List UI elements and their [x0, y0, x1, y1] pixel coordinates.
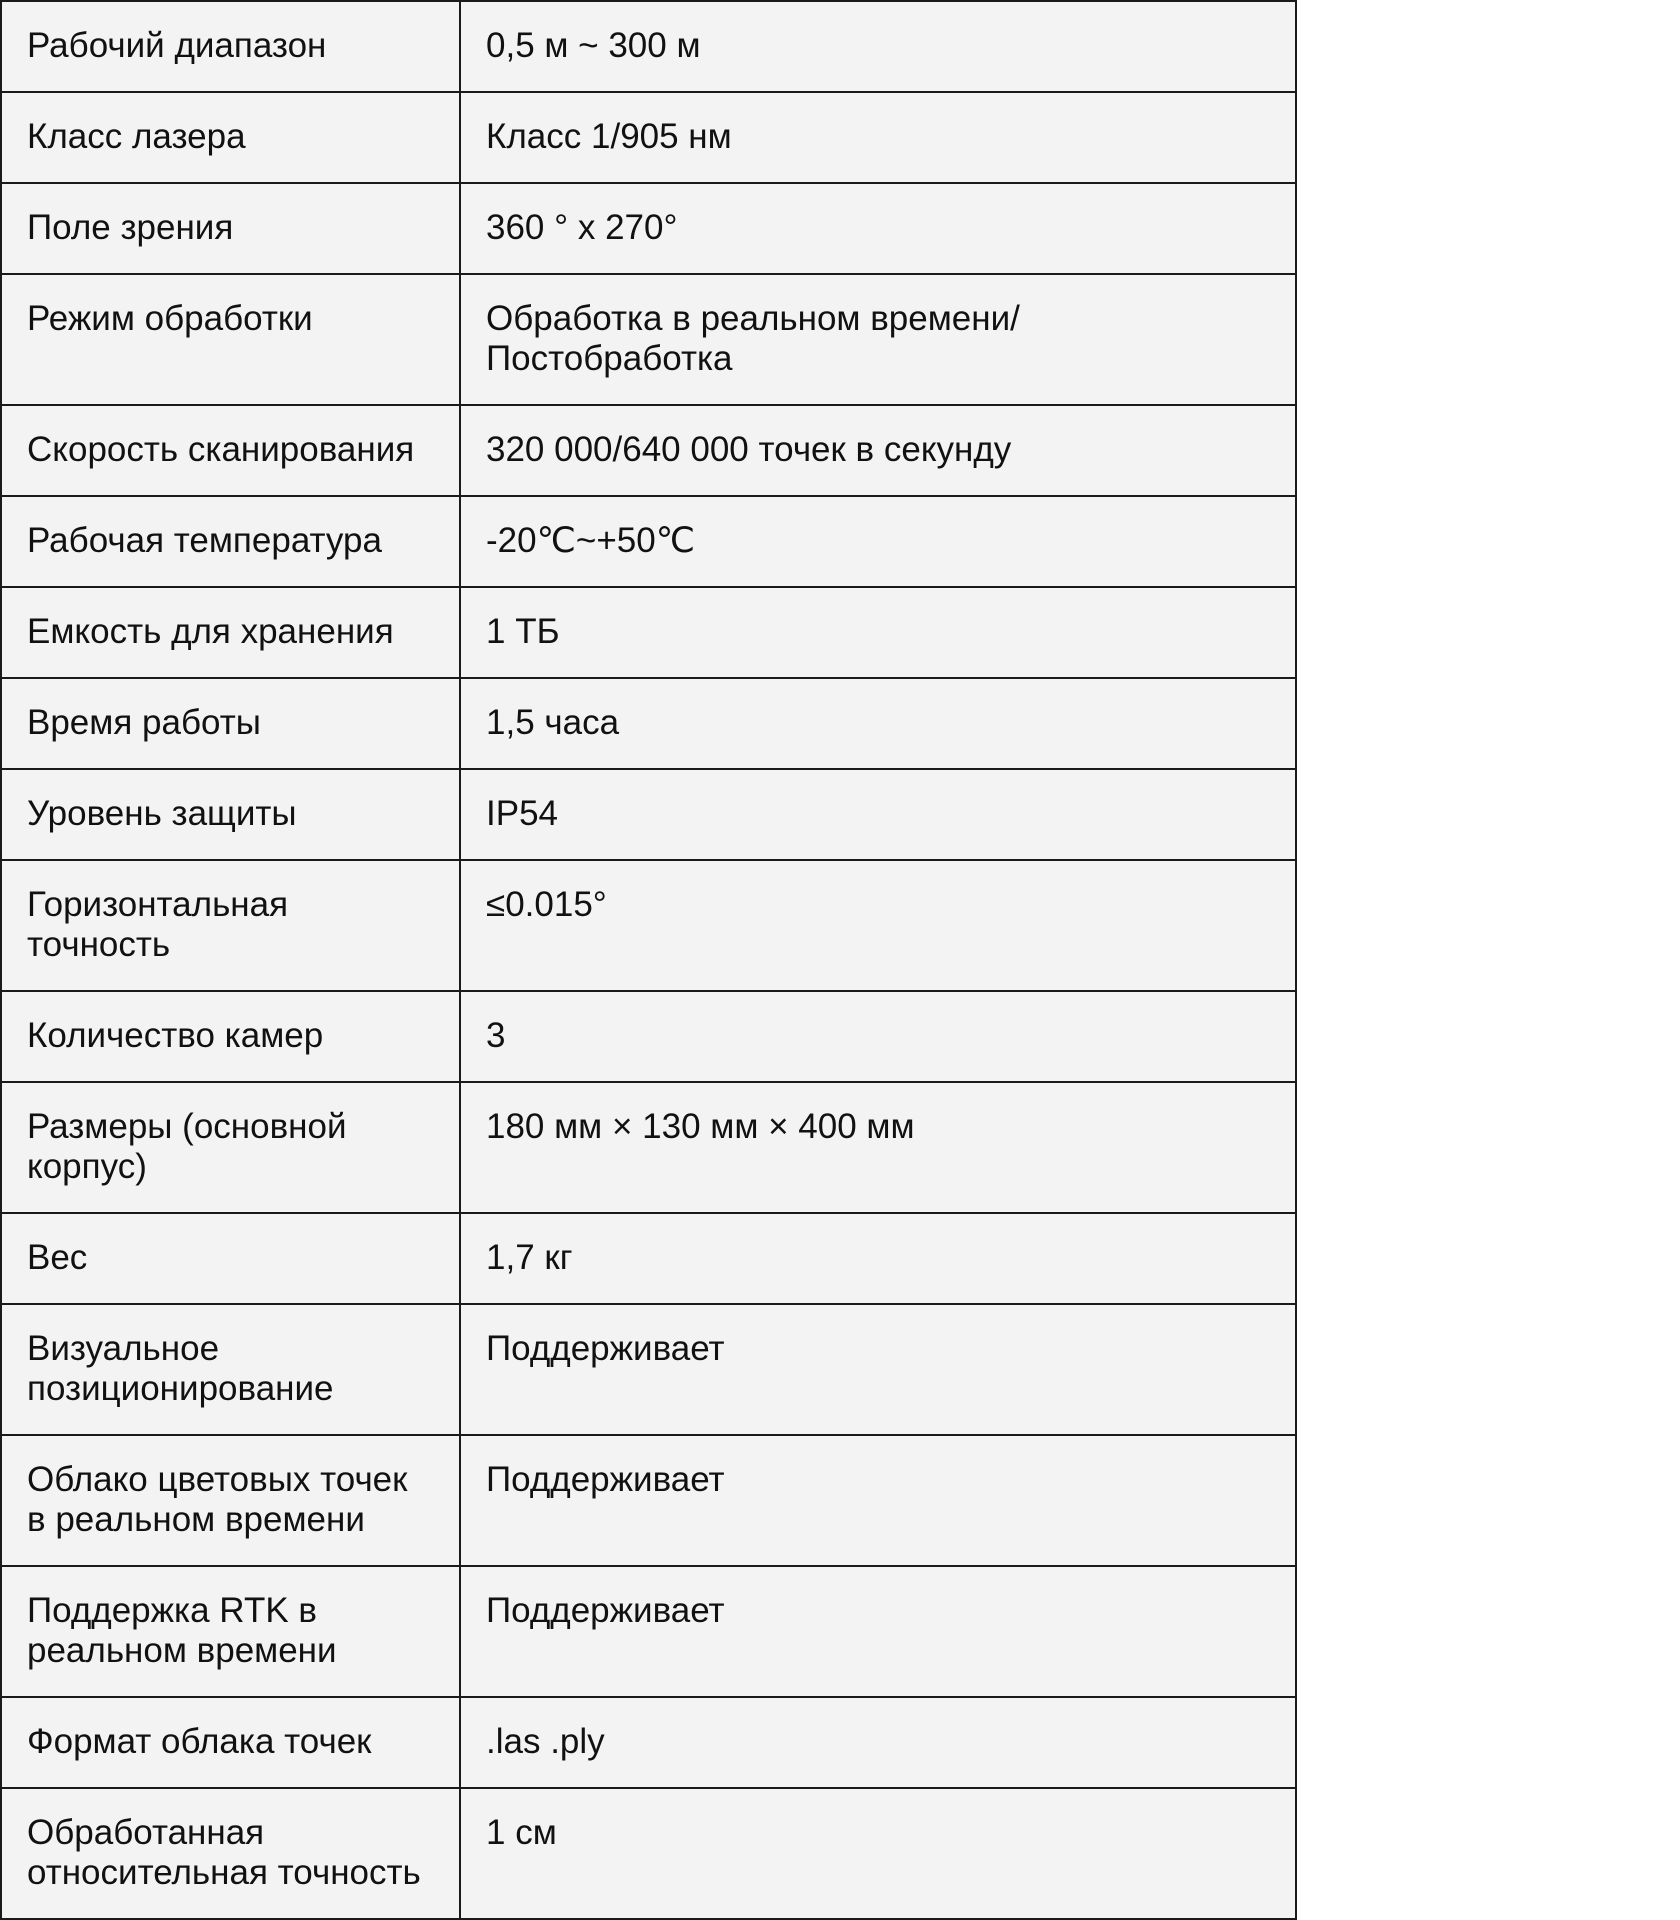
spec-label: Горизонтальная точность: [1, 860, 460, 991]
spec-value: Класс 1/905 нм: [460, 92, 1296, 183]
spec-value: 1 ТБ: [460, 587, 1296, 678]
spec-label: Поддержка RTK в реальном времени: [1, 1566, 460, 1697]
table-row: [1, 405, 1296, 496]
spec-value: 1,7 кг: [460, 1213, 1296, 1304]
spec-value: 1 см: [460, 1788, 1296, 1919]
spec-label: Формат облака точек: [1, 1697, 460, 1788]
spec-label: Уровень защиты: [1, 769, 460, 860]
spec-value: IP54: [460, 769, 1296, 860]
spec-value: .las .ply: [460, 1697, 1296, 1788]
spec-table-body: [1, 1, 1296, 1919]
spec-value: 320 000/640 000 точек в секунду: [460, 405, 1296, 496]
table-row: [1, 678, 1296, 769]
table-row: [1, 496, 1296, 587]
spec-value: ≤0.015°: [460, 860, 1296, 991]
spec-value: 3: [460, 991, 1296, 1082]
table-row: [1, 1788, 1296, 1919]
spec-value: -20℃~+50℃: [460, 496, 1296, 587]
table-row: [1, 1697, 1296, 1788]
table-row: [1, 274, 1296, 405]
table-row: [1, 860, 1296, 991]
spec-value: 0,5 м ~ 300 м: [460, 1, 1296, 92]
table-row: [1, 769, 1296, 860]
table-row: [1, 587, 1296, 678]
spec-label: Обработанная относительная точность: [1, 1788, 460, 1919]
spec-label: Визуальное позиционирование: [1, 1304, 460, 1435]
spec-value: 180 мм × 130 мм × 400 мм: [460, 1082, 1296, 1213]
spec-label: Облако цветовых точек в реальном времени: [1, 1435, 460, 1566]
spec-value: 360 ° x 270°: [460, 183, 1296, 274]
spec-value: Поддерживает: [460, 1566, 1296, 1697]
table-row: [1, 183, 1296, 274]
table-row: [1, 1435, 1296, 1566]
spec-label: Вес: [1, 1213, 460, 1304]
spec-label: Рабочая температура: [1, 496, 460, 587]
spec-value: Поддерживает: [460, 1435, 1296, 1566]
table-row: [1, 991, 1296, 1082]
spec-value: 1,5 часа: [460, 678, 1296, 769]
table-row: [1, 92, 1296, 183]
spec-label: Время работы: [1, 678, 460, 769]
table-row: [1, 1566, 1296, 1697]
table-row: [1, 1, 1296, 92]
spec-label: Количество камер: [1, 991, 460, 1082]
spec-label: Рабочий диапазон: [1, 1, 460, 92]
spec-value: Обработка в реальном времени/ Постобработка: [460, 274, 1296, 405]
spec-label: Режим обработки: [1, 274, 460, 405]
table-row: [1, 1304, 1296, 1435]
table-row: [1, 1082, 1296, 1213]
spec-label: Емкость для хранения: [1, 587, 460, 678]
spec-label: Поле зрения: [1, 183, 460, 274]
table-row: [1, 1213, 1296, 1304]
spec-value: Поддерживает: [460, 1304, 1296, 1435]
spec-label: Размеры (основной корпус): [1, 1082, 460, 1213]
spec-label: Класс лазера: [1, 92, 460, 183]
spec-label: Скорость сканирования: [1, 405, 460, 496]
